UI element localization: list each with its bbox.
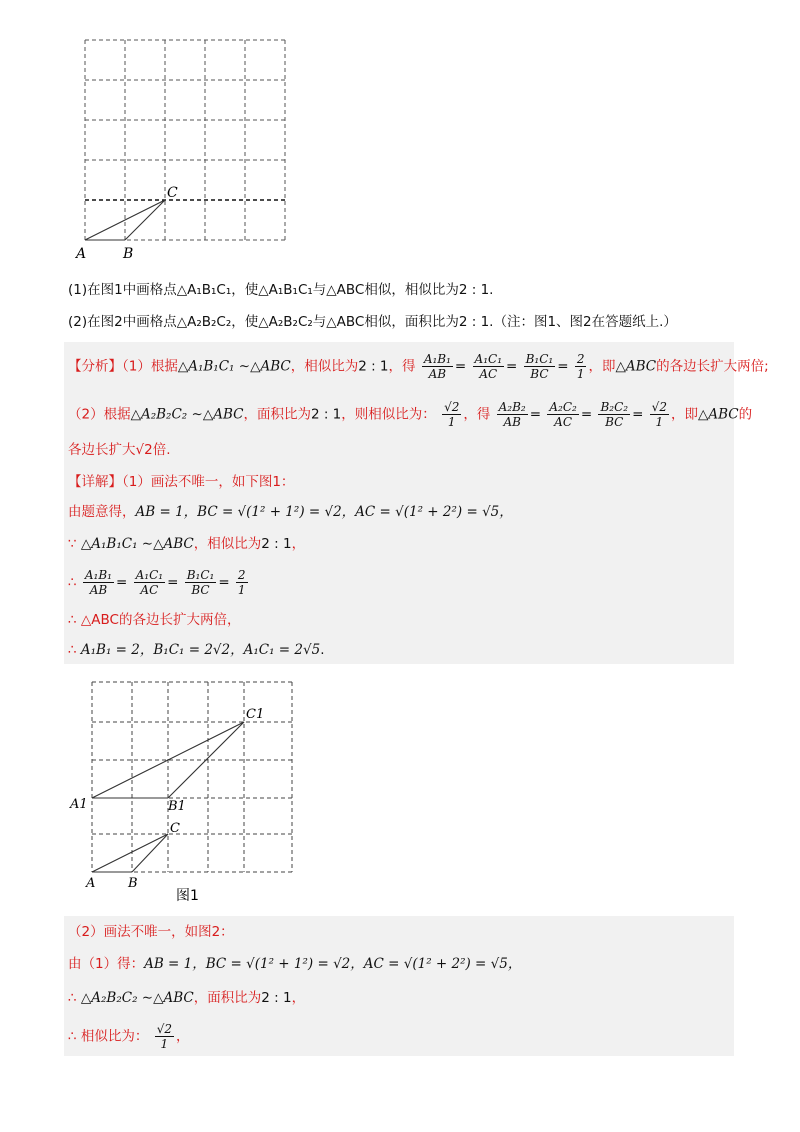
figure-1-caption: 图1 (176, 888, 199, 904)
label-b1: B1 (168, 799, 186, 814)
top-grid-figure (70, 30, 300, 265)
detail-line-4: ∴ $\frac{\text{A₁B₁}}{AB}$ = $\frac{\text{A₁C₁}}{AC}$ = $\frac{\text{B₁C₁}}{BC}$ = $\frac{2}{1}$ (68, 568, 246, 597)
part2-line-4: ∴ 相似比为： $\frac{√2}{1}$ ， (68, 1022, 190, 1051)
detail-tag: 【详解】 (68, 474, 122, 490)
question-2: (2)在图2中画格点△A₂B₂C₂，使△A₂B₂C₂与△ABC相似，面积比为2 : 1.（注：图1、图2在答题纸上.） (68, 314, 677, 330)
detail-line-5: ∴ △ABC的各边长扩大两倍， (68, 612, 241, 628)
analysis-line-2: （2）根据△A₂B₂C₂ ∼△ABC，面积比为2 : 1，则相似比为： $\frac{√2}{1}$ ，得 $\frac{\text{A₂B₂}}{AB}$ = $\frac{\text{A₂C₂}}{AC}$ = $\frac{\text{B₂C₂}}{BC}$ = $\frac{√2}{1}$ ，即△ABC的 (68, 400, 753, 429)
analysis-tag: 【分析】 (68, 358, 122, 375)
label-c: C (167, 185, 178, 201)
part2-line-3: ∴ △A₂B₂C₂ ∼△ABC，面积比为2 : 1， (68, 990, 306, 1006)
question-1: (1)在图1中画格点△A₁B₁C₁，使△A₁B₁C₁与△ABC相似，相似比为2 : 1. (68, 282, 494, 298)
detail-line-2: 由题意得，AB = 1，BC = √(1² + 1²) = √2，AC = √(1² + 2²) = √5， (68, 504, 513, 520)
analysis-line-1: 【分析】（1）根据△A₁B₁C₁ ∼△ABC，相似比为2 : 1，得 $\frac{\text{A₁B₁}}{AB}$ = $\frac{\text{A₁C₁}}{AC}$ = $\frac{\text{B₁C₁}}{BC}$ = $\frac{2}{1}$ ，即△ABC的各边长扩大两倍; (68, 352, 769, 381)
detail-line-3: ∵ △A₁B₁C₁ ∼△ABC，相似比为2 : 1， (68, 536, 306, 552)
label-a1: A1 (70, 797, 88, 812)
label-b: B (123, 246, 134, 262)
analysis-line-3: 各边长扩大√2倍. (68, 442, 171, 458)
label-c: C (170, 821, 180, 836)
part2-line-2: 由（1）得：AB = 1，BC = √(1² + 1²) = √2，AC = √(1² + 2²) = √5， (68, 956, 522, 972)
label-c1: C1 (246, 707, 265, 722)
figure-1 (64, 670, 299, 915)
part2-line-1: （2）画法不唯一，如图2： (68, 924, 234, 940)
detail-line-6: ∴ A₁B₁ = 2，B₁C₁ = 2√2，A₁C₁ = 2√5. (68, 642, 325, 658)
label-a: A (76, 246, 87, 262)
label-a: A (86, 876, 96, 891)
detail-line-1: 【详解】（1）画法不唯一，如下图1： (68, 474, 295, 490)
label-b: B (128, 876, 138, 891)
